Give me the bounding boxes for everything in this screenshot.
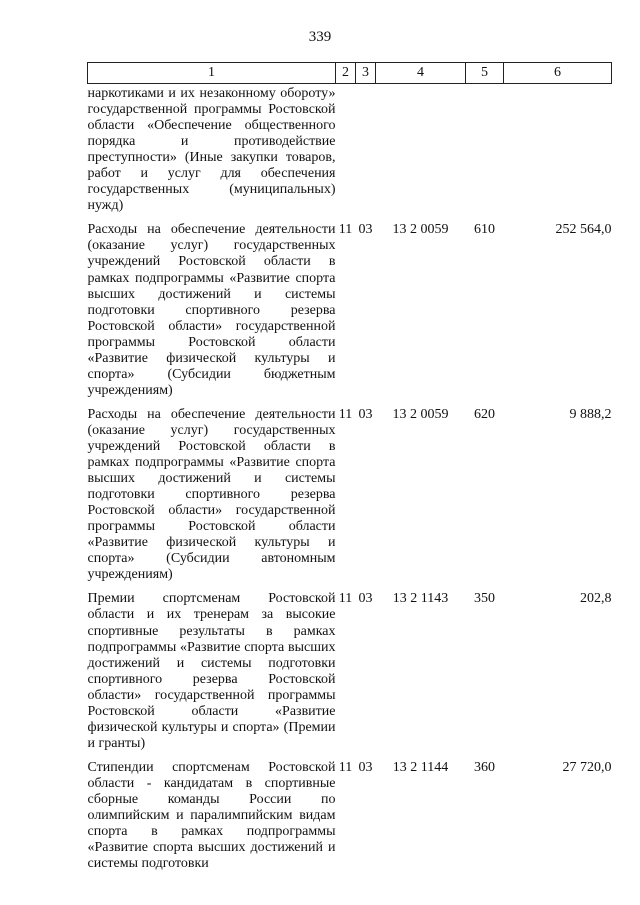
table-row bbox=[88, 583, 612, 751]
row-subsection: 03 bbox=[358, 591, 373, 607]
row-description: наркотиками и их незаконному обороту» государственной программы Ростовской области «Обеспечение общественного порядка и противодействие преступности» (Иные закупки товаров, работ и услуг для обеспечения государственных (муниципальных) нужд) bbox=[87, 86, 336, 214]
table-row bbox=[88, 752, 612, 872]
row-amount: 252 564,0 bbox=[555, 222, 612, 238]
row-expense-type: 360 bbox=[474, 759, 495, 775]
row-subsection: 03 bbox=[358, 406, 373, 422]
row-amount: 27 720,0 bbox=[562, 759, 612, 775]
row-description: Премии спортсменам Ростовской области и их тренерам за высокие спортивные результаты в рамках подпрограммы «Развитие спорта высших достижений и системы подготовки спортивного резерва Ростовской области» государственной программы Ростовской области «Развитие физической культуры и спорта» (Премии и гранты) bbox=[87, 591, 336, 751]
row-subsection: 03 bbox=[358, 222, 373, 238]
column-header: 1 bbox=[88, 63, 336, 84]
row-section bbox=[336, 84, 356, 215]
column-header: 3 bbox=[356, 63, 376, 84]
column-header: 5 bbox=[466, 63, 504, 84]
row-amount: 202,8 bbox=[580, 591, 612, 607]
row-section: 11 bbox=[338, 591, 353, 607]
row-amount: 9 888,2 bbox=[569, 406, 612, 422]
row-section: 11 bbox=[338, 759, 353, 775]
budget-table bbox=[87, 62, 612, 872]
page-number: 339 bbox=[308, 29, 332, 45]
column-header: 6 bbox=[504, 63, 612, 84]
row-description: Расходы на обеспечение деятельности (оказание услуг) государственных учреждений Ростовской области в рамках подпрограммы «Развитие спорта высших достижений и системы подготовки спортивного резерва Ростовской области» государственной программы Ростовской области «Развитие физической культуры и спорта» (Субсидии автономным учреждениям) bbox=[87, 406, 336, 583]
table-row bbox=[88, 214, 612, 399]
row-section: 11 bbox=[338, 222, 353, 238]
row-expense-type bbox=[466, 84, 504, 215]
row-target-article: 13 2 0059 bbox=[392, 406, 449, 422]
column-header: 2 bbox=[336, 63, 356, 84]
row-target-article bbox=[376, 84, 466, 215]
table-row bbox=[88, 399, 612, 584]
row-amount bbox=[504, 84, 612, 215]
row-description: Стипендии спортсменам Ростовской области - кандидатам в спортивные сборные команды России по олимпийским и паралимпийским видам спорта в рамках подпрограммы «Развитие спорта высших достижений и системы подготовки bbox=[87, 759, 336, 872]
row-target-article: 13 2 1144 bbox=[392, 759, 449, 775]
row-expense-type: 620 bbox=[474, 406, 495, 422]
row-subsection bbox=[356, 84, 376, 215]
row-section: 11 bbox=[338, 406, 353, 422]
row-subsection: 03 bbox=[358, 759, 373, 775]
column-header: 4 bbox=[376, 63, 466, 84]
row-target-article: 13 2 1143 bbox=[392, 591, 449, 607]
table-row bbox=[88, 84, 612, 215]
row-target-article: 13 2 0059 bbox=[392, 222, 449, 238]
row-description: Расходы на обеспечение деятельности (оказание услуг) государственных учреждений Ростовской области в рамках подпрограммы «Развитие спорта высших достижений и системы подготовки спортивного резерва Ростовской области» государственной программы Ростовской области «Развитие физической культуры и спорта» (Субсидии бюджетным учреждениям) bbox=[87, 222, 336, 398]
table-header-row bbox=[88, 63, 612, 84]
row-expense-type: 610 bbox=[474, 222, 495, 238]
row-expense-type: 350 bbox=[474, 591, 495, 607]
